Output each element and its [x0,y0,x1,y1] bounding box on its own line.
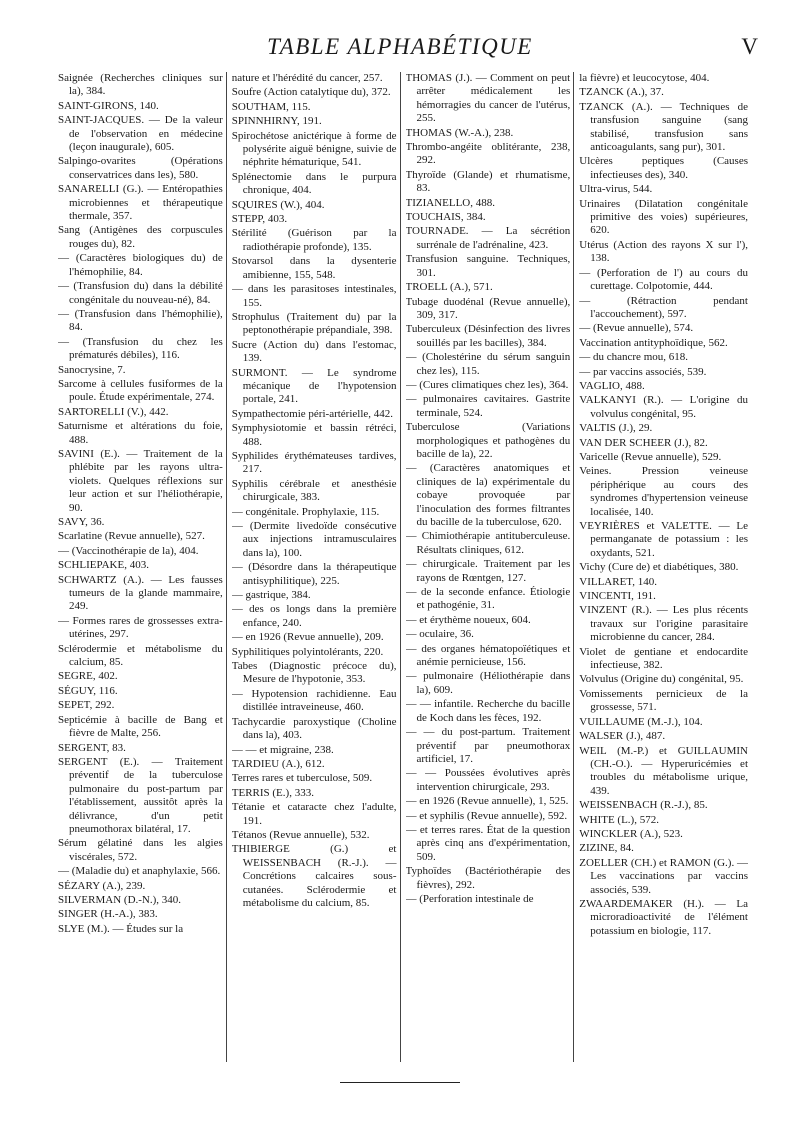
index-entry: SLYE (M.). — Études sur la [58,922,184,935]
index-entry: THOMAS (J.). — Comment on peut arrêter médicalement les hémorragies du cancer de l'utérus, 255. [405,72,571,125]
index-entry: nature et l'hérédité du cancer, 257. [231,72,383,84]
index-entry: — par vaccins associés, 539. [579,365,707,378]
index-entry: — — Poussées évolutives après intervention chirurgicale, 293. [405,767,571,793]
index-entry: Scarlatine (Revue annuelle), 527. [58,530,205,543]
index-entry: — Chimiothérapie antituberculeuse. Résultats cliniques, 612. [405,530,571,556]
index-entry: VAN DER SCHEER (J.), 82. [579,436,708,449]
index-entry: — (Perforation intestinale de [405,892,534,905]
index-entry: ZWAARDEMAKER (H.). — La microradioactivité de l'élément potassium en biologie, 117. [579,897,748,937]
footer-rule [340,1082,460,1083]
index-entry: — — infantile. Recherche du bacille de Koch dans les fèces, 192. [405,698,571,724]
index-entry: — — et migraine, 238. [231,743,334,756]
index-entry: — (Transfusion du) dans la débilité congénitale du nouveau-né), 84. [58,280,223,306]
index-entry: SÉGUY, 116. [58,684,118,697]
index-entry: — (Caractères anatomiques et cliniques de la) expérimentale du cobaye provoquée par l'inoculation des formes filtrantes du bacille de la tuberculose, 620. [405,462,571,528]
index-entry: SAVINI (E.). — Traitement de la phlébite par les rayons ultra-violets. Quelques réflexions sur leur action et sur l'héliothérapie, 90. [58,447,223,514]
index-entry: la fièvre) et leucocytose, 404. [579,72,710,84]
index-entry: Tachycardie paroxystique (Choline dans la), 403. [231,715,397,742]
index-entry: Salpingo-ovarites (Opérations conservatrices dans les), 580. [58,155,223,181]
index-entry: SOUTHAM, 115. [231,100,311,113]
index-entry: Ultra-virus, 544. [579,183,653,196]
index-column-1 [58,72,227,1062]
index-entry: — (Transfusion dans l'hémophilie), 84. [58,307,223,334]
index-entry: Saturnisme et altérations du foie, 488. [58,420,223,446]
index-entry: Typhoïdes (Bactériothérapie des fièvres), 292. [405,865,571,891]
index-entry: WHITE (L.), 572. [579,813,659,826]
index-entry: TZANCK (A.), 37. [579,86,664,99]
index-entry: — (Perforation de l') au cours du curettage. Colpotomie, 444. [579,266,748,293]
index-entry: TIZIANELLO, 488. [405,196,496,209]
index-entry: Tétanos (Revue annuelle), 532. [231,828,370,841]
index-entry: SANARELLI (G.). — Entéropathies microbiennes et thérapeutique thermale, 357. [58,183,223,223]
index-entry: — en 1926 (Revue annuelle), 1, 525. [405,795,569,808]
index-entry: Veines. Pression veineuse périphérique au cours des syndromes d'hypertension veineuse localisée, 140. [579,465,748,518]
index-entry: Sucre (Action du) dans l'estomac, 139. [231,338,397,365]
index-entry: — (Cures climatiques chez les), 364. [405,378,569,391]
index-entry: SEPET, 292. [58,699,115,712]
index-entry: Thrombo-angéite oblitérante, 238, 292. [405,141,571,167]
index-entry: TZANCK (A.). — Techniques de transfusion sanguine (sang stabilisé, transfusion sans anticoagulants, sang pur), 301. [579,100,748,154]
index-entry: SINGER (H.-A.), 383. [58,908,158,921]
index-entry: — pulmonaires cavitaires. Gastrite terminale, 524. [405,393,571,419]
index-entry: Transfusion sanguine. Techniques, 301. [405,253,571,279]
index-entry: THIBIERGE (G.) et WEISSENBACH (R.-J.). — Concrétions calcaires sous-cutanées. Sclérodermie et métabolisme du calcium, 85. [231,843,397,909]
index-entry: TOURNADE. — La sécrétion surrénale de l'adrénaline, 423. [405,225,571,251]
index-entry: VINCENTI, 191. [579,590,656,603]
index-entry: WINCKLER (A.), 523. [579,827,683,840]
index-entry: WEIL (M.-P.) et GUILLAUMIN (CH.-O.). — Hyperuricémies et troubles du métabolisme urique, 439. [579,744,748,797]
index-entry: Saignée (Recherches cliniques sur la), 384. [58,72,223,98]
index-entry: Septicémie à bacille de Bang et fièvre de Malte, 256. [58,713,223,740]
index-entry: Vaccination antityphoïdique, 562. [579,336,728,349]
index-entry: Vomissements pernicieux de la grossesse, 571. [579,687,748,714]
index-entry: — de la seconde enfance. Étiologie et pathogénie, 31. [405,586,571,612]
index-entry: VILLARET, 140. [579,575,657,588]
index-entry: Splénectomie dans le purpura chronique, 404. [231,170,397,197]
index-entry: SCHWARTZ (A.). — Les fausses tumeurs de la glande mammaire, 249. [58,573,223,613]
index-entry: STEPP, 403. [231,213,288,226]
index-entry: — Hypotension rachidienne. Eau distillée intraveineuse, 460. [231,687,397,714]
index-entry: — (Transfusion du chez les prématurés débiles), 116. [58,335,223,362]
index-entry: — des organes hématopoïétiques et anémie pernicieuse, 156. [405,642,571,669]
index-entry: Tuberculeux (Désinfection des livres souillés par les bacilles), 384. [405,323,571,349]
index-entry: SÉZARY (A.), 239. [58,879,146,892]
index-entry: Varicelle (Revue annuelle), 529. [579,450,722,463]
index-entry: VAGLIO, 488. [579,379,645,392]
index-column-3 [406,72,575,1062]
index-entry: Vichy (Cure de) et diabétiques, 380. [579,561,739,574]
index-entry: VUILLAUME (M.-J.), 104. [579,715,703,728]
index-entry: SILVERMAN (D.-N.), 340. [58,893,182,906]
index-entry: Sang (Antigènes des corpuscules rouges du), 82. [58,224,223,250]
index-entry: — du chancre mou, 618. [579,351,688,364]
index-entry: Spirochétose anictérique à forme de polysérite aiguë bénigne, suivie de néphrite hématurique, 541. [231,129,397,169]
index-entry: WALSER (J.), 487. [579,730,666,743]
index-entry: SCHLIEPAKE, 403. [58,559,149,572]
index-entry: Urinaires (Dilatation congénitale primitive des voies) supérieures, 620. [579,197,748,237]
index-entry: — pulmonaire (Héliothérapie dans la), 609. [405,670,571,696]
index-entry: Strophulus (Traitement du) par la peptonothérapie prépandiale, 398. [231,310,397,337]
index-entry: Tétanie et cataracte chez l'adulte, 191. [231,801,397,827]
index-entry: — — du post-partum. Traitement préventif par pneumothorax artificiel, 17. [405,726,571,765]
index-entry: — (Maladie du) et anaphylaxie, 566. [58,865,221,878]
index-entry: — des os longs dans la première enfance, 240. [231,603,397,629]
index-entry: — gastrique, 384. [231,589,311,602]
index-entry: TERRIS (E.), 333. [231,786,314,799]
index-entry: Ulcères peptiques (Causes infectieuses des), 340. [579,155,748,181]
index-entry: Thyroïde (Glande) et rhumatisme, 83. [405,168,571,195]
index-entry: — (Caractères biologiques du) de l'hémophilie, 84. [58,252,223,278]
index-entry: Syphilis cérébrale et anesthésie chirurgicale, 383. [231,477,397,504]
index-entry: Sarcome à cellules fusiformes de la poule. Étude expérimentale, 274. [58,377,223,404]
index-entry: Sympathectomie péri-artérielle, 442. [231,407,394,420]
index-entry: — (Cholestérine du sérum sanguin chez les), 115. [405,351,571,377]
index-columns [58,72,748,1062]
index-entry: — et terres rares. État de la question après cinq ans d'expérimentation, 509. [405,823,571,863]
index-entry: SERGENT, 83. [58,741,126,754]
index-entry: — dans les parasitoses intestinales, 155. [231,283,397,309]
index-entry: Utérus (Action des rayons X sur l'), 138. [579,238,748,265]
page-number: V [741,34,758,59]
index-entry: SAINT-JACQUES. — De la valeur de l'observation en médecine (leçon inaugurale), 605. [58,114,223,154]
index-entry: — et syphilis (Revue annuelle), 592. [405,809,568,822]
index-entry: — congénitale. Prophylaxie, 115. [231,505,380,518]
index-entry: SPINNHIRNY, 191. [231,115,322,128]
index-entry: Syphilides érythémateuses tardives, 217. [231,449,397,476]
index-entry: — Formes rares de grossesses extra-utérines, 297. [58,614,223,641]
index-entry: TOUCHAIS, 384. [405,211,486,224]
index-entry: Sclérodermie et métabolisme du calcium, 85. [58,642,223,669]
index-entry: WEISSENBACH (R.-J.), 85. [579,799,708,812]
index-entry: SAINT-GIRONS, 140. [58,99,159,112]
index-column-4 [579,72,748,1062]
index-entry: — et érythème noueux, 604. [405,613,531,626]
index-entry: SARTORELLI (V.), 442. [58,405,169,418]
index-entry: — en 1926 (Revue annuelle), 209. [231,631,384,644]
index-entry: Tuberculose (Variations morphologiques et pathogènes du bacille de la), 22. [405,421,571,460]
index-entry: Tubage duodénal (Revue annuelle), 309, 317. [405,295,571,321]
index-entry: TARDIEU (A.), 612. [231,757,325,770]
index-entry: VALKANYI (R.). — L'origine du volvulus congénital, 95. [579,394,748,420]
index-entry: VEYRIÈRES et VALETTE. — Le permanganate de potassium : les oxydants, 521. [579,520,748,559]
index-entry: SURMONT. — Le syndrome mécanique de l'hypotension portale, 241. [231,366,397,406]
index-entry: TROELL (A.), 571. [405,281,493,294]
index-entry: Violet de gentiane et endocardite infectieuse, 382. [579,645,748,672]
index-entry: ZOELLER (CH.) et RAMON (G.). — Les vaccinations par vaccins associés, 539. [579,856,748,896]
page-title: TABLE ALPHABÉTIQUE [267,34,533,59]
index-entry: — oculaire, 36. [405,628,474,641]
index-entry: Volvulus (Origine du) congénital, 95. [579,673,744,686]
index-entry: VINZENT (R.). — Les plus récents travaux sur l'origine parasitaire microbienne du cancer, 284. [579,604,748,644]
index-entry: Stérilité (Guérison par la radiothérapie profonde), 135. [231,227,397,253]
index-entry: Terres rares et tuberculose, 509. [231,772,373,785]
index-entry: SAVY, 36. [58,516,105,528]
index-entry: Sérum gélatiné dans les algies viscérales, 572. [58,837,223,863]
index-entry: Syphilitiques polyintolérants, 220. [231,645,384,658]
index-entry: Stovarsol dans la dysenterie amibienne, 155, 548. [231,255,397,281]
index-entry: THOMAS (W.-A.), 238. [405,126,514,139]
index-column-2 [232,72,401,1062]
index-entry: VALTIS (J.), 29. [579,422,653,435]
index-entry: Tabes (Diagnostic précoce du), Mesure de l'hypotonie, 353. [231,660,397,686]
index-entry: — (Désordre dans la thérapeutique antisyphilitique), 225. [231,561,397,587]
index-entry: Symphysiotomie et bassin rétréci, 488. [231,422,397,448]
index-entry: SEGRE, 402. [58,670,118,683]
index-entry: — (Dermite livedoïde consécutive aux injections intramusculaires dans la), 100. [231,520,397,559]
index-entry: — chirurgicale. Traitement par les rayons de Rœntgen, 127. [405,558,571,584]
index-entry: — (Revue annuelle), 574. [579,322,694,335]
index-entry: — (Rétraction pendant l'accouchement), 597. [579,294,748,320]
index-entry: — (Vaccinothérapie de la), 404. [58,544,199,557]
index-entry: SQUIRES (W.), 404. [231,198,325,211]
index-entry: Soufre (Action catalytique du), 372. [231,86,391,99]
index-entry: Sanocrysine, 7. [58,363,126,376]
index-entry: ZIZINE, 84. [579,842,634,855]
index-entry: SERGENT (E.). — Traitement préventif de la tuberculose pulmonaire du post-partum par l'établissement, aussitôt après la délivrance, d'un petit pneumothorax bilatéral, 17. [58,755,223,835]
